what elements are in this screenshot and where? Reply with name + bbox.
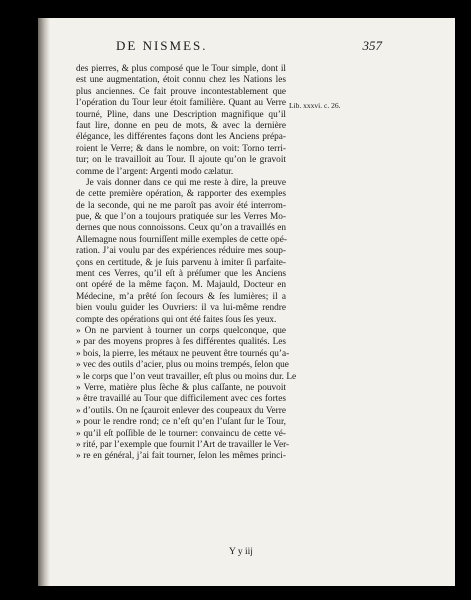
text-line: » re en général, j’ai fait tourner, ſelon les mêmes princi- — [76, 451, 286, 462]
text-line: tur; on le travailloit au Tour. Il ajoute qu’on le gravoit — [76, 155, 286, 166]
text-line: » d’outils. On ne ſçauroit enlever des coupeaux du Verre — [76, 405, 286, 416]
text-line: » être travaillé au Tour que difficilement avec ces fortes — [76, 394, 286, 405]
text-line: compte des opérations qui ont été faites ſous ſes yeux. — [76, 314, 277, 325]
page-gutter-shadow — [38, 18, 50, 586]
text-line: dernes que nous connoissons. Ceux qu’on a travaillés en — [76, 223, 286, 234]
text-line: çons en certitude, & je ſuis parvenu à imiter ſi parfaite- — [76, 257, 286, 268]
text-line: pue, & que l’on a toujours pratiquée sur les Verres Mo- — [76, 212, 286, 223]
text-line: » pour le rendre rond; ce n’eſt qu’en l’uſant ſur le Tour, — [76, 417, 286, 428]
text-line: ration. J’ai voulu par des expériences réduire mes soup- — [76, 246, 286, 257]
body-text — [76, 64, 297, 463]
text-line: ont opéré de la même façon. M. Majauld, Docteur en — [76, 280, 286, 291]
text-line: élégance, les différentes façons dont les Anciens prépa- — [76, 132, 286, 143]
text-line: » qu’il eſt poſſible de le tourner: convaincu de cette vé- — [76, 428, 286, 439]
text-line: roient le Verre; & dans le nombre, on voit: Torno terri- — [76, 143, 286, 154]
text-line: plus anciennes. Ce fait prouve incontestablement que — [76, 86, 286, 97]
text-line: l’opération du Tour leur étoit familière. Quant au Verre — [76, 98, 286, 109]
text-line: » bois, la pierre, les métaux ne peuvent être tournés qu’a- — [76, 348, 290, 359]
text-line: » Verre, matière plus ſèche & plus caſſante, ne pouvoit — [76, 382, 286, 393]
text-line: Médecine, m’a prêté ſon ſecours & ſes lumières; il a — [76, 291, 286, 302]
text-line: bien voulu guider les Ouvriers: il va lui-même rendre — [76, 303, 286, 314]
text-line: de la seconde, qui ne me paroît pas avoir été interrom- — [76, 200, 286, 211]
text-line: » On ne parvient à tourner un corps quelconque, que — [76, 325, 286, 336]
page-number: 357 — [362, 38, 382, 53]
text-line: Je vais donner dans ce qui me reste à dire, la preuve — [86, 177, 286, 188]
signature-mark: Y y iij — [229, 547, 253, 557]
text-line: » rité, par l’exemple que fournit l’Art de travailler le Ver- — [76, 439, 290, 450]
running-title: DE NISMES. — [116, 38, 208, 53]
text-line: est une augmentation, étoit connu chez les Nations les — [76, 75, 286, 86]
text-line: comme de l’argent: Argenti modo cælatur. — [76, 166, 234, 177]
text-line: tourné, Pline, dans une Description magnifique qu’il — [76, 109, 286, 120]
text-line: faut lire, donne en peu de mots, & avec la dernière — [76, 120, 286, 131]
text-line: Allemagne nous fourniſſent mille exemples de cette opé- — [76, 234, 287, 245]
text-line: des pierres, & plus composé que le Tour simple, dont il — [76, 64, 286, 74]
marginal-note: Lib. xxxvi. c. 26. — [289, 101, 341, 110]
text-line: ment ces Verres, qu’il eſt à préſumer que les Anciens — [76, 269, 286, 280]
text-line: » par des moyens propres à ſes différentes qualités. Les — [76, 337, 286, 348]
text-line: » vec des outils d’acier, plus ou moins trempés, ſelon que — [76, 360, 289, 371]
text-line: de cette première opération, & rapporter des exemples — [76, 189, 286, 200]
text-line: » le corps que l’on veut travailler, eſt plus ou moins dur. Le — [76, 371, 297, 382]
